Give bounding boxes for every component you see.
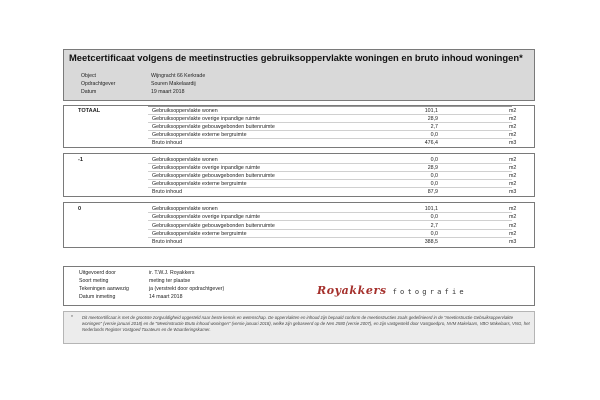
info-label: Datum: [81, 89, 97, 95]
detail-label: Datum inmeting: [79, 294, 116, 300]
row-unit: m2: [509, 173, 517, 179]
row-unit: m2: [509, 231, 517, 237]
row-label: Gebruiksoppervlakte gebouwgebonden buitenruimte: [152, 124, 275, 130]
row-unit: m2: [509, 206, 517, 212]
row-unit: m2: [509, 214, 517, 220]
table-row: [64, 107, 534, 115]
row-value: 2,7: [430, 124, 438, 130]
table-row: [64, 156, 534, 164]
table-row: [64, 180, 534, 188]
row-unit: m2: [509, 116, 517, 122]
detail-value: ja (verstrekt door opdrachtgever): [149, 286, 225, 292]
row-label: Gebruiksoppervlakte externe bergruimte: [152, 132, 247, 138]
table-row: [64, 115, 534, 123]
row-value: 0,0: [430, 181, 438, 187]
row-value: 0,0: [430, 231, 438, 237]
row-label: Gebruiksoppervlakte gebouwgebonden buitenruimte: [152, 223, 275, 229]
row-value: 0,0: [430, 132, 438, 138]
detail-value: 14 maart 2018: [149, 294, 183, 300]
table-row: [64, 213, 534, 221]
row-label: Gebruiksoppervlakte wonen: [152, 157, 218, 163]
table-row: [64, 139, 534, 147]
measurement-block-total: [63, 105, 535, 148]
measurement-details: [63, 266, 535, 306]
row-unit: m2: [509, 157, 517, 163]
row-unit: m2: [509, 165, 517, 171]
info-label: Opdrachtgever: [81, 81, 116, 87]
table-row: [64, 205, 534, 213]
table-row: [64, 238, 534, 246]
detail-label: Soort meting: [79, 278, 109, 284]
group-label: -1: [78, 157, 83, 163]
disclaimer: [63, 311, 535, 344]
row-value: 0,0: [430, 214, 438, 220]
row-unit: m3: [509, 189, 517, 195]
row-value: 0,0: [430, 157, 438, 163]
row-label: Bruto inhoud: [152, 239, 183, 245]
table-row: [64, 222, 534, 230]
group-label: 0: [78, 206, 82, 212]
row-label: Gebruiksoppervlakte externe bergruimte: [152, 231, 247, 237]
info-value: Souren Makelaardij: [151, 81, 196, 87]
row-unit: m2: [509, 181, 517, 187]
page-title: Meetcertificaat volgens de meetinstructies gebruiksoppervlakte woningen en bruto inhoud woningen*: [69, 52, 523, 63]
company-logo: [317, 281, 467, 299]
measurement-block-floor-0: [63, 202, 535, 248]
row-unit: m3: [509, 239, 517, 245]
info-value: 19 maart 2018: [151, 89, 185, 95]
table-row: [64, 123, 534, 131]
row-unit: m3: [509, 140, 517, 146]
table-row: [64, 164, 534, 172]
info-label: Object: [81, 73, 96, 79]
row-label: Gebruiksoppervlakte overige inpandige ruimte: [152, 214, 261, 220]
row-value: 101,1: [424, 108, 438, 114]
footnote-marker: *: [71, 315, 73, 321]
disclaimer-text: Dit meetcertificaat is met de grootste zorgvuldigheid opgesteld naar beste kennis en wetenschap. De oppervlakten en inhoud zijn bepaald conform de meetinstructies zoals gedefinieerd in de "meetinstructie Gebruiksoppervlakte woningen" (versie januari 2018) en de "Meetinstructie Bruto inhoud woningen" (versie januari 2018), welke zijn gebaseerd op de Nen 2580 (versie 2007), en zijn vastgesteld door Vastgoedpro, NVM Makelaars, VBO Makelaars, VNG, het Nederlands Register Vastgoed Taxateurs en de Waarderingskamer.: [82, 315, 530, 333]
row-unit: m2: [509, 124, 517, 130]
row-value: 388,5: [424, 239, 438, 245]
measurement-block-floor-minus-1: [63, 153, 535, 197]
row-value: 476,4: [424, 140, 438, 146]
info-value: Wijngracht 66 Kerkrade: [151, 73, 206, 79]
table-row: [64, 131, 534, 139]
detail-value: ir. T.W.J. Royakkers: [149, 270, 195, 276]
row-value: 0,0: [430, 173, 438, 179]
detail-label: Tekeningen aanwezig: [79, 286, 129, 292]
logo-subtitle: fotografie: [392, 288, 467, 296]
row-unit: m2: [509, 132, 517, 138]
row-label: Gebruiksoppervlakte externe bergruimte: [152, 181, 247, 187]
row-unit: m2: [509, 223, 517, 229]
table-row: [64, 172, 534, 180]
row-value: 87,9: [427, 189, 438, 195]
detail-value: meting ter plaatse: [149, 278, 191, 284]
row-label: Bruto inhoud: [152, 189, 183, 195]
row-value: 28,9: [427, 116, 438, 122]
row-label: Bruto inhoud: [152, 140, 183, 146]
row-value: 28,9: [427, 165, 438, 171]
row-label: Gebruiksoppervlakte wonen: [152, 206, 218, 212]
logo-brand: Royakkers: [317, 284, 387, 297]
certificate-header: [63, 49, 535, 101]
row-value: 2,7: [430, 223, 438, 229]
row-value: 101,1: [424, 206, 438, 212]
row-label: Gebruiksoppervlakte wonen: [152, 108, 218, 114]
group-label: TOTAAL: [78, 108, 101, 114]
row-unit: m2: [509, 108, 517, 114]
row-label: Gebruiksoppervlakte overige inpandige ruimte: [152, 116, 261, 122]
detail-label: Uitgevoerd door: [79, 270, 116, 276]
table-row: [64, 188, 534, 196]
table-row: [64, 230, 534, 238]
row-label: Gebruiksoppervlakte overige inpandige ruimte: [152, 165, 261, 171]
row-label: Gebruiksoppervlakte gebouwgebonden buitenruimte: [152, 173, 275, 179]
